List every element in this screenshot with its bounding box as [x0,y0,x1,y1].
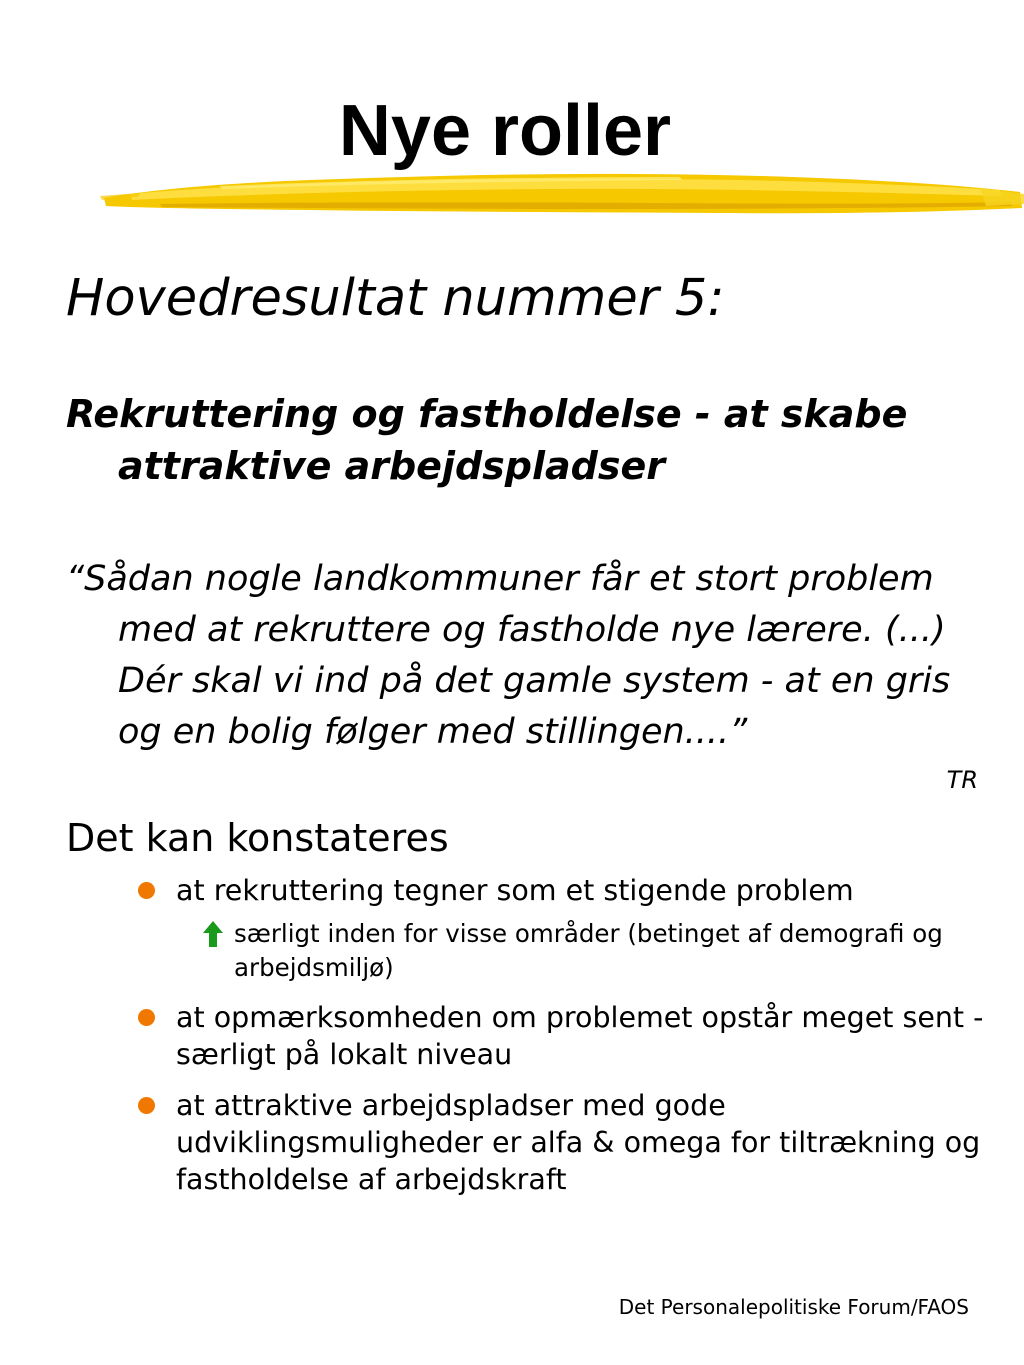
subtitle: Hovedresultat nummer 5: [66,269,725,328]
list-item [138,999,988,1073]
bullet-text: at rekruttering tegner som et stigende problem [176,874,854,907]
orange-dot-icon [138,1009,155,1026]
bullet-text: at opmærksomheden om problemet opstår meget sent - særligt på lokalt niveau [176,1001,984,1071]
list-item [138,872,988,985]
list-item [196,917,988,985]
list-item [138,1087,988,1198]
orange-dot-icon [138,882,155,899]
bullet-text: at attraktive arbejdspladser med gode udviklingsmuligheder er alfa & omega for tiltrækning og fastholdelse af arbejdskraft [176,1089,981,1196]
sub-bullet-text: særligt inden for visse områder (betinget af demografi og arbejdsmiljø) [234,919,943,982]
quote-source: TR [946,766,978,794]
orange-dot-icon [138,1097,155,1114]
section-heading: Rekruttering og fastholdelse - at skabe attraktive arbejdspladser [66,392,908,488]
bullet-list [138,872,988,1212]
green-up-arrow-icon [202,920,224,948]
sub-bullet-list [176,917,988,985]
yellow-brush-highlight [100,166,1024,222]
quote: “Sådan nogle landkommuner får et stort problem med at rekruttere og fastholde nye lærere. (...) Dér skal vi ind på det gamle system - at en gris og en bolig følger med stillingen....” [66,559,951,752]
intro-text: Det kan konstateres [66,816,449,860]
footer-source: Det Personalepolitiske Forum/FAOS [618,1295,969,1319]
slide-title: Nye roller [338,91,672,171]
